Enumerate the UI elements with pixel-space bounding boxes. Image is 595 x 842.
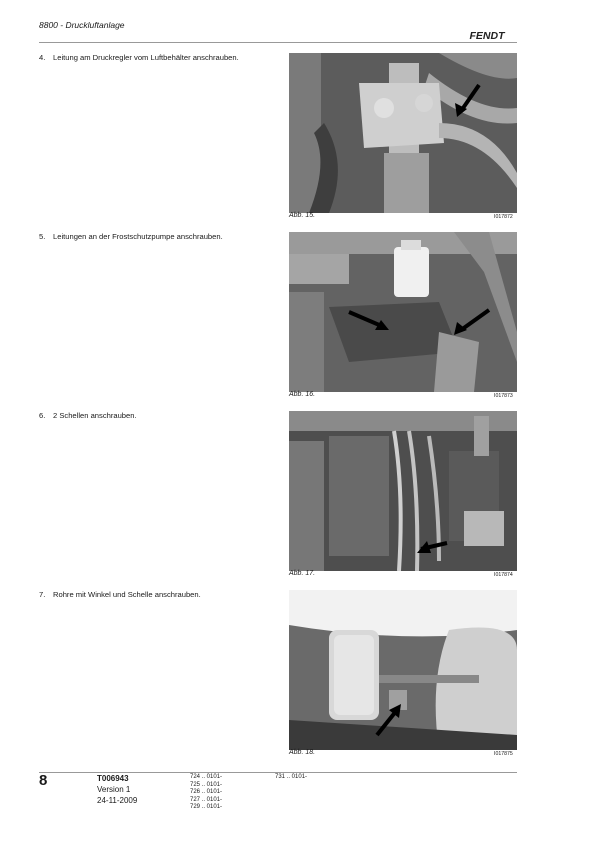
serial-list: [190, 774, 222, 812]
figure-17-photo: [289, 411, 517, 571]
figure-18-photo: [289, 590, 517, 750]
figure-image-id: I017875: [494, 751, 513, 757]
figure-caption: Abb. 17.: [289, 570, 316, 577]
footer-divider: [39, 772, 517, 773]
fendt-logo: [458, 30, 516, 40]
figure-image-id: I017873: [494, 393, 513, 399]
page-number: 8: [39, 772, 48, 789]
figure-caption: Abb. 16.: [289, 391, 316, 398]
step-text: Rohre mit Winkel und Schelle anschrauben.: [53, 590, 201, 599]
header-divider: [39, 42, 517, 43]
serial-number: 731 .. 0101-: [275, 774, 308, 780]
figure-image-id: I017872: [494, 214, 513, 220]
serial-number: 724 .. 0101-: [190, 774, 223, 780]
document-code: T006943: [97, 774, 129, 783]
figure-caption: Abb. 18.: [289, 749, 316, 756]
step-number: 6.: [39, 411, 46, 420]
step-text: Leitung am Druckregler vom Luftbehälter anschrauben.: [53, 53, 239, 62]
step-text: Leitungen an der Frostschutzpumpe anschrauben.: [53, 232, 223, 241]
step-5: [39, 232, 269, 243]
figure-image-id: I017874: [494, 572, 513, 578]
document-date: 24-11-2009: [97, 796, 138, 805]
serial-number: 729 .. 0101-: [190, 804, 223, 811]
figure-caption: Abb. 15.: [289, 212, 316, 219]
document-version: Version 1: [97, 785, 131, 794]
step-number: 4.: [39, 53, 46, 62]
step-text: 2 Schellen anschrauben.: [53, 411, 137, 420]
step-number: 5.: [39, 232, 46, 241]
step-7: [39, 590, 269, 601]
step-6: [39, 411, 269, 422]
figure-15-photo: [289, 53, 517, 213]
serial-number: 725 .. 0101-: [190, 781, 223, 788]
figure-16-photo: [289, 232, 517, 392]
serial-list: [275, 774, 307, 780]
serial-number: 726 .. 0101-: [190, 789, 223, 796]
svg-text:FENDT: FENDT: [469, 30, 505, 40]
step-4: [39, 53, 269, 64]
step-number: 7.: [39, 590, 46, 599]
serial-number: 727 .. 0101-: [190, 796, 223, 803]
page-header-title: 8800 - Druckluftanlage: [39, 20, 125, 30]
